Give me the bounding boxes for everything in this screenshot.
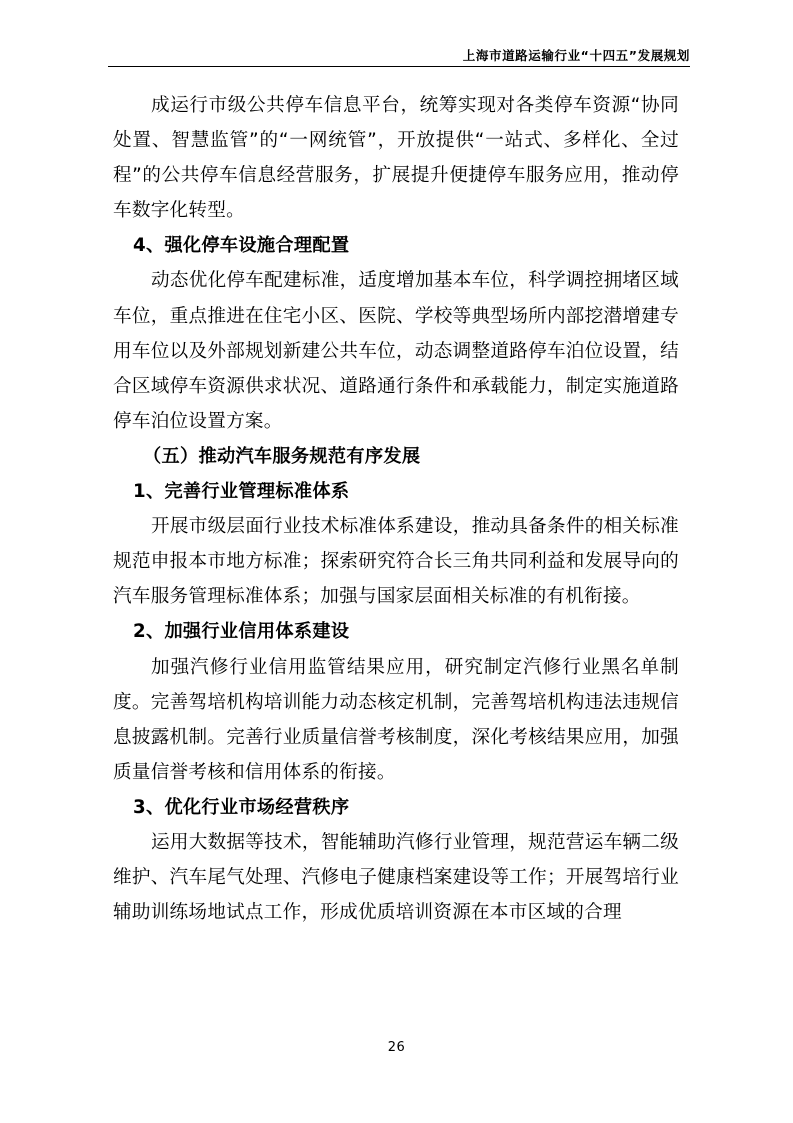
page-header [108, 48, 690, 67]
page-footer [0, 1036, 793, 1055]
section-heading-2: （五）推动汽车服务规范有序发展 [143, 445, 421, 467]
section-heading-3: 1、完善行业管理标准体系 [133, 481, 350, 503]
section-heading-5: 3、优化行业市场经营秩序 [133, 796, 350, 818]
section-heading-1: 4、强化停车设施合理配置 [133, 235, 350, 257]
body-paragraph-1: 成运行市级公共停车信息平台，统筹实现对各类停车资源“协同处置、智慧监管”的“一网统管”，开放提供“一站式、多样化、全过程”的公共停车信息经营服务，扩展提升便捷停车服务应用，推动停车数字化转型。 [113, 95, 679, 222]
body-paragraph-5: 运用大数据等技术，智能辅助汽修行业管理，规范营运车辆二级维护、汽车尾气处理、汽修电子健康档案建设等工作；开展驾培行业辅助训练场地试点工作，形成优质培训资源在本市区域的合理 [113, 831, 679, 924]
document-body [113, 88, 679, 930]
body-paragraph-3: 开展市级层面行业技术标准体系建设，推动具备条件的相关标准规范申报本市地方标准；探索研究符合长三角共同利益和发展导向的汽车服务管理标准体系；加强与国家层面相关标准的有机衔接。 [113, 516, 679, 608]
page-number: 26 [387, 1040, 406, 1055]
header-divider [108, 66, 690, 67]
body-paragraph-2: 动态优化停车配建标准，适度增加基本车位，科学调控拥堵区域车位，重点推进在住宅小区、医院、学校等典型场所内部挖潜增建专用车位以及外部规划新建公共车位，动态调整道路停车泊位设置，结合区域停车资源供求状况、道路通行条件和承载能力，制定实施道路停车泊位设置方案。 [113, 270, 679, 432]
header-title: 上海市道路运输行业“十四五”发展规划 [462, 48, 690, 63]
body-paragraph-4: 加强汽修行业信用监管结果应用，研究制定汽修行业黑名单制度。完善驾培机构培训能力动态核定机制，完善驾培机构违法违规信息披露机制。完善行业质量信誉考核制度，深化考核结果应用，加强质量信誉考核和信用体系的衔接。 [113, 656, 679, 783]
section-heading-4: 2、加强行业信用体系建设 [133, 621, 350, 643]
